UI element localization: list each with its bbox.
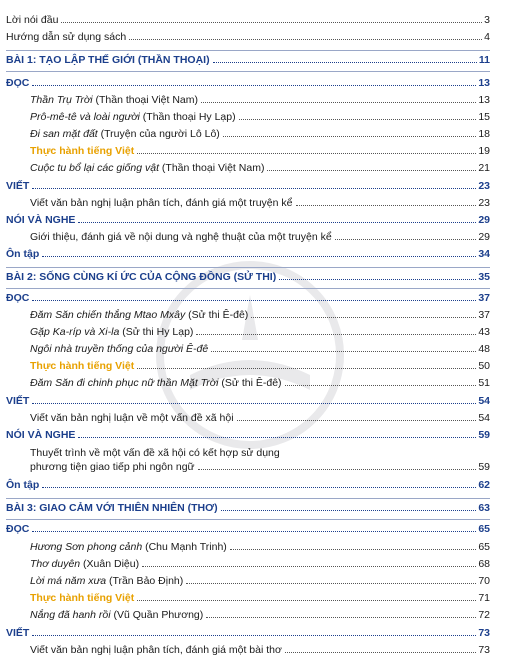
divider [6, 50, 490, 51]
toc-entry-line1[interactable]: Thuyết trình về một vấn đề xã hội có kết hợp sử dụng [30, 447, 280, 459]
toc-section-writing[interactable]: VIẾT 23 [6, 180, 490, 192]
toc-entry[interactable]: Thần Trụ Trời (Thần thoại Việt Nam) 13 [30, 94, 490, 106]
toc-entry[interactable]: Đi san mặt đất (Truyện của người Lô Lô) 18 [30, 128, 490, 140]
toc-entry[interactable]: Lời má năm xưa (Trần Bảo Định) 70 [30, 575, 490, 587]
toc-section-reading[interactable]: ĐỌC 13 [6, 77, 490, 89]
toc-section-reading[interactable]: ĐỌC 37 [6, 292, 490, 304]
divider [6, 267, 490, 268]
toc-section-review[interactable]: Ôn tập 34 [6, 248, 490, 260]
toc-lesson-3[interactable]: BÀI 3: GIAO CẢM VỚI THIÊN NHIÊN (THƠ) 63 [6, 502, 490, 514]
toc-section-writing[interactable]: VIẾT 73 [6, 627, 490, 639]
toc-entry[interactable]: Ngôi nhà truyền thống của người Ê-đê 48 [30, 343, 490, 355]
toc-entry[interactable]: Hương Sơn phong cảnh (Chu Mạnh Trinh) 65 [30, 541, 490, 553]
divider [6, 71, 490, 72]
toc-entry[interactable]: Nắng đã hanh rồi (Vũ Quần Phương) 72 [30, 609, 490, 621]
toc-entry-guide[interactable]: Hướng dẫn sử dụng sách 4 [6, 31, 490, 43]
toc-entry[interactable]: Cuộc tu bổ lại các giống vật (Thần thoại Việt Nam) 21 [30, 162, 490, 174]
toc-entry-foreword[interactable]: Lời nói đầu 3 [6, 14, 490, 26]
toc-entry-practice[interactable]: Thực hành tiếng Việt 50 [30, 360, 490, 372]
toc-entry[interactable]: Viết văn bản nghị luận về một vấn đề xã hội 54 [30, 412, 490, 424]
toc-entry[interactable]: Đăm Săn đi chinh phục nữ thần Mặt Trời (Sử thi Ê-đê) 51 [30, 377, 490, 389]
toc-entry-line2[interactable]: phương tiện giao tiếp phi ngôn ngữ 59 [30, 461, 490, 473]
divider [6, 498, 490, 499]
toc-lesson-2[interactable]: BÀI 2: SỐNG CÙNG KÍ ỨC CỦA CỘNG ĐỒNG (SỬ THI) 35 [6, 271, 490, 283]
toc-entry[interactable]: Giới thiệu, đánh giá về nội dung và nghệ thuật của một truyện kể 29 [30, 231, 490, 243]
toc-entry-practice[interactable]: Thực hành tiếng Việt 71 [30, 592, 490, 604]
toc-entry[interactable]: Prô-mê-tê và loài người (Thần thoại Hy Lạp) 15 [30, 111, 490, 123]
toc-section-speaking[interactable]: NÓI VÀ NGHE 29 [6, 214, 490, 226]
toc-entry[interactable]: Viết văn bản nghị luận phân tích, đánh giá một bài thơ 73 [30, 644, 490, 656]
toc-section-review[interactable]: Ôn tập 62 [6, 479, 490, 491]
divider [6, 288, 490, 289]
toc-entry[interactable]: Viết văn bản nghị luận phân tích, đánh giá một truyện kể 23 [30, 197, 490, 209]
toc-section-speaking[interactable]: NÓI VÀ NGHE 59 [6, 429, 490, 441]
toc-entry-practice[interactable]: Thực hành tiếng Việt 19 [30, 145, 490, 157]
toc-entry[interactable]: Đăm Săn chiến thắng Mtao Mxây (Sử thi Ê-đê) 37 [30, 309, 490, 321]
toc-lesson-1[interactable]: BÀI 1: TẠO LẬP THẾ GIỚI (THẦN THOẠI) 11 [6, 54, 490, 66]
toc-section-writing[interactable]: VIẾT 54 [6, 395, 490, 407]
divider [6, 519, 490, 520]
toc-entry[interactable]: Gặp Ka-ríp và Xi-la (Sử thi Hy Lạp) 43 [30, 326, 490, 338]
toc-entry[interactable]: Thơ duyên (Xuân Diệu) 68 [30, 558, 490, 570]
toc-section-reading[interactable]: ĐỌC 65 [6, 523, 490, 535]
